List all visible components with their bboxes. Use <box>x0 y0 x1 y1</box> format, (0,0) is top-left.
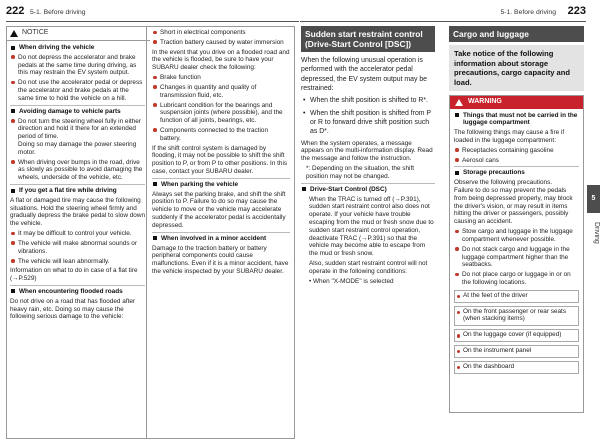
notice-bullet: It may be difficult to control your vehicle. <box>10 230 145 238</box>
left-page-number: 222 <box>6 5 25 17</box>
notice-heading: When involved in a minor accident <box>160 235 290 243</box>
notice-bullet: Components connected to the traction battery. <box>152 127 290 143</box>
notice-paragraph: A flat or damaged tire may cause the following situations. Hold the steering wheel firmly and gradually depress the brake pedal to slow down the vehicle. <box>10 196 145 228</box>
cargo-things-paragraph: The following things may cause a fire if loaded in the luggage compartment: <box>454 129 565 144</box>
dsc-intro: When the following unusual operation is performed with the accelerator pedal depressed, the EV system output may be restrained: <box>301 57 428 93</box>
notice-bullet: Brake function <box>152 74 290 82</box>
dsc-sub-item: • When "X-MODE" is selected <box>309 277 394 285</box>
dsc-section <box>301 26 435 439</box>
cargo-location-item: On the luggage cover (if equipped) <box>454 329 579 342</box>
cargo-warning-header <box>450 96 583 109</box>
right-page-header <box>300 0 586 22</box>
cargo-section <box>449 26 584 439</box>
notice-bullet: Lubricant condition for the bearings and suspension joints (where possible), and the function of all joints, bearings, etc. <box>152 102 290 125</box>
notice-paragraph: Damage to the traction battery or battery peripheral components could cause malfunctions. Even if it is a minor accident, have the vehicle inspected by your SUBARU dealer. <box>152 244 289 275</box>
notice-heading: When driving the vehicle <box>18 44 145 52</box>
cargo-location-item: On the front passenger or rear seats (when stacking items) <box>454 306 579 327</box>
cargo-location-item: At the feet of the driver <box>454 290 579 303</box>
chapter-tab-label: Driving <box>593 222 600 244</box>
warning-triangle-icon <box>455 99 463 106</box>
notice-heading: When encountering flooded roads <box>18 288 145 296</box>
right-section-title: 5-1. Before driving <box>500 9 556 16</box>
notice-paragraph: In the event that you drive on a flooded road and the vehicle is flooded, be sure to have your SUBARU dealer check the following: <box>152 48 290 72</box>
notice-heading: If you get a flat tire while driving <box>18 187 145 195</box>
dsc-sub-paragraph-2: Also, sudden start restraint control will not operate in the following conditions: <box>309 260 428 275</box>
cargo-warning-label: WARNING <box>468 98 502 106</box>
cargo-thing-item: Receptacles containing gasoline <box>454 147 579 155</box>
notice-bullet: Do not depress the accelerator and brake pedals at the same time during driving, as this may restrain the EV system output. <box>10 54 145 77</box>
chapter-tab-number: 5 <box>587 185 600 213</box>
cargo-title: Cargo and luggage <box>449 26 584 42</box>
notice-paragraph: Information on what to do in case of a flat tire (→P.529) <box>10 267 138 283</box>
dsc-step-2: • When the shift position is shifted from P or R to forward drive shift position such as D*. <box>303 109 431 136</box>
cargo-things-heading: Things that must not be carried in the luggage compartment <box>463 111 578 127</box>
notice-label: NOTICE <box>22 29 49 36</box>
dsc-title: Sudden start restraint control (Drive-Start Control [DSC]) <box>301 26 435 52</box>
dsc-step-1: • When the shift position is shifted to R*. <box>303 97 428 105</box>
cargo-storage-paragraph: Observe the following precautions. Failure to do so may prevent the pedals from being depressed properly, may block the driver's vision, or may result in items hitting the driver or passengers, possibly causing an accident. <box>454 179 573 226</box>
warning-triangle-icon <box>10 30 18 37</box>
cargo-storage-item: Do not stack cargo and luggage in the luggage compartment higher than the seatbacks. <box>454 246 579 269</box>
notice-paragraph: Always set the parking brake, and shift the shift position to P. Failure to do so may cause the vehicle to move or the vehicle may accelerate suddenly if the accelerator pedal is accidentally depressed. <box>152 190 286 229</box>
notice-bullet: Do not use the accelerator pedal or depress the accelerator and brake pedals at the same time to hold the vehicle on a hill. <box>10 79 145 102</box>
cargo-storage-item: Do not place cargo or luggage in or on the following locations. <box>454 271 579 287</box>
cargo-intro: Take notice of the following information about storage precautions, cargo capacity and load. <box>449 45 584 91</box>
right-page-number: 223 <box>567 5 586 17</box>
cargo-thing-item: Aerosol cans <box>454 157 579 165</box>
cargo-location-item: On the instrument panel <box>454 345 579 358</box>
notice-bullet: Traction battery caused by water immersion <box>152 39 290 47</box>
notice-bullet: The vehicle will make abnormal sounds or vibrations. <box>10 240 145 256</box>
notice-bullet: When driving over bumps in the road, drive as slowly as possible to avoid damaging the wheels, underside of the vehicle, etc. <box>10 159 145 182</box>
notice-bullet: The vehicle will lean abnormally. <box>10 258 145 266</box>
notice-heading: Avoiding damage to vehicle parts <box>18 108 145 116</box>
cargo-storage-item: Stow cargo and luggage in the luggage compartment whenever possible. <box>454 228 579 244</box>
left-page-header <box>6 0 299 22</box>
notice-header <box>7 27 150 41</box>
cargo-location-item: On the dashboard <box>454 361 579 374</box>
notice-heading: When parking the vehicle <box>160 181 290 189</box>
cargo-storage-heading: Storage precautions <box>462 169 579 177</box>
notice-bullet: Short in electrical components <box>152 29 290 37</box>
dsc-after-text: When the system operates, a message appears on the multi-information display. Read the message and follow the instruction. <box>301 139 433 163</box>
notice-divider <box>146 26 147 439</box>
cargo-warning-box <box>449 95 584 413</box>
dsc-subheading: Drive-Start Control (DSC) <box>309 186 435 194</box>
notice-column-2 <box>152 27 290 278</box>
notice-column-1 <box>10 43 145 323</box>
left-section-title: 5-1. Before driving <box>30 9 86 16</box>
notice-bullet: Changes in quantity and quality of transmission fluid, etc. <box>152 84 290 100</box>
dsc-footnote: *: Depending on the situation, the shift position may not be changed. <box>306 165 415 180</box>
dsc-sub-paragraph-1: When the TRAC is turned off (→P.391), sudden start restraint control also does not operate. If your vehicle have trouble escaping from the mud or fresh snow due to sudden start restraint control operation, deactivate TRAC (→P.391) so that the vehicle may become able to escape from the mud or fresh snow. <box>309 195 434 258</box>
notice-bullet: Do not turn the steering wheel fully in either direction and hold it there for an extended period of time. Doing so may damage the power steering motor. <box>10 118 145 157</box>
notice-paragraph: If the shift control system is damaged by flooding, it may not be possible to shift the shift position to P, or from P to other positions. In this case, contact your SUBARU dealer. <box>152 144 288 175</box>
cargo-warning-body <box>450 109 583 376</box>
notice-paragraph: Do not drive on a road that has flooded after heavy rain, etc. Doing so may cause the following serious damage to the vehicle: <box>10 297 136 321</box>
